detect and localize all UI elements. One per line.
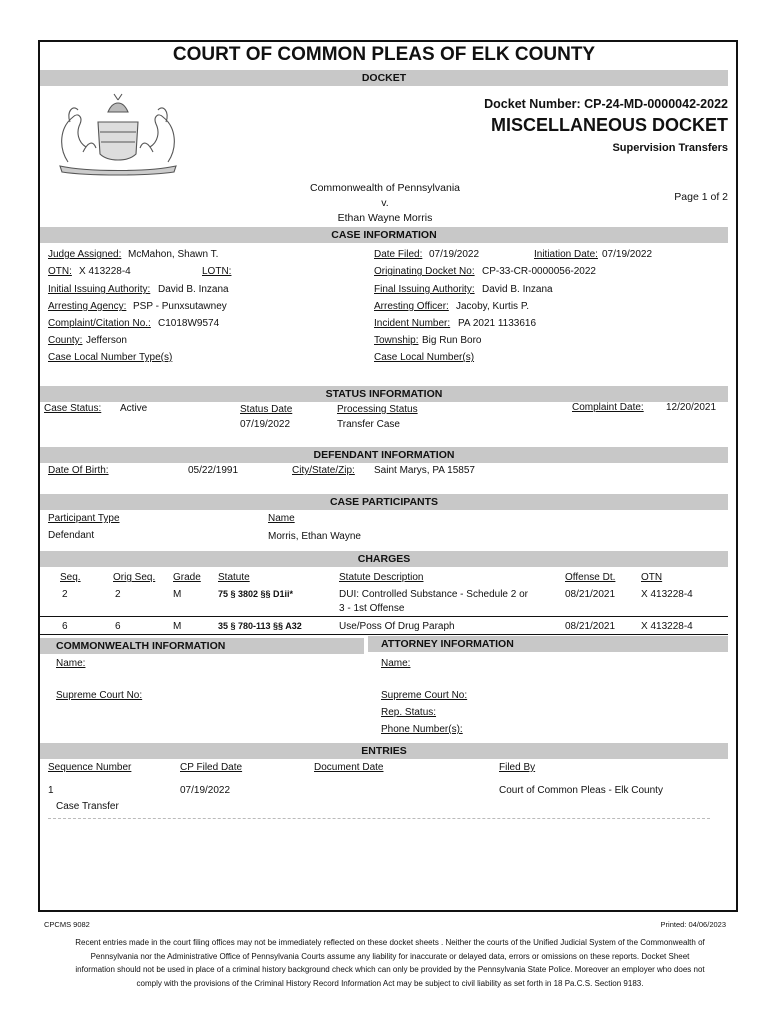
caption-plaintiff: Commonwealth of Pennsylvania [310, 182, 460, 194]
arresting-agency-value: PSP - Punxsutawney [133, 301, 227, 312]
initiation-date-value: 07/19/2022 [602, 249, 653, 260]
form-number: CPCMS 9082 [44, 920, 90, 929]
docket-type: MISCELLANEOUS DOCKET [490, 115, 728, 135]
incident-number-label: Incident Number: [374, 318, 451, 329]
charge-row-1-offense-date: 08/21/2021 [565, 589, 616, 600]
date-filed-label: Date Filed: [374, 249, 423, 260]
entries-filed-by-label: Filed By [499, 762, 536, 773]
commonwealth-title: COMMONWEALTH INFORMATION [56, 640, 226, 652]
charge-row-1-seq: 2 [62, 589, 68, 600]
status-date-label: Status Date [240, 404, 293, 415]
charge-row-1-otn: X 413228-4 [641, 589, 693, 600]
participant-name-label: Name [268, 513, 295, 524]
charge-row-2-grade: M [173, 621, 182, 632]
charges-header-otn: OTN [641, 572, 663, 583]
initial-issuing-label: Initial Issuing Authority: [48, 284, 151, 295]
participant-type-label: Participant Type [48, 513, 120, 524]
commonwealth-court-no-label: Supreme Court No: [56, 690, 143, 701]
incident-number-value: PA 2021 1133616 [458, 318, 537, 329]
court-title: COURT OF COMMON PLEAS OF ELK COUNTY [172, 44, 596, 65]
date-filed-value: 07/19/2022 [429, 249, 480, 260]
docket-subtype: Supervision Transfers [612, 142, 728, 154]
page-number: Page 1 of 2 [674, 191, 728, 203]
township-value: Big Run Boro [422, 335, 482, 346]
caption-defendant: Ethan Wayne Morris [337, 212, 433, 224]
charges-header-orig-seq: Orig Seq. [113, 572, 156, 583]
caption-versus: v. [381, 197, 389, 209]
final-issuing-label: Final Issuing Authority: [374, 284, 475, 295]
county-value: Jefferson [86, 335, 127, 346]
attorney-phone-label: Phone Number(s): [381, 724, 463, 735]
charge-row-1-description: DUI: Controlled Substance - Schedule 2 or [339, 589, 528, 600]
attorney-rep-status-label: Rep. Status: [381, 707, 437, 718]
complaint-date-label: Complaint Date: [572, 402, 644, 413]
status-information-bar: STATUS INFORMATION [40, 386, 728, 402]
entries-sequence-label: Sequence Number [48, 762, 132, 773]
charge-row-2-offense-date: 08/21/2021 [565, 621, 616, 632]
printed-date: Printed: 04/06/2023 [660, 920, 726, 929]
attorney-bar [368, 636, 728, 652]
arresting-agency-label: Arresting Agency: [48, 301, 127, 312]
judge-value: McMahon, Shawn T. [128, 249, 219, 260]
case-local-number-label: Case Local Number(s) [374, 352, 475, 363]
charges-bottom-divider [40, 634, 728, 635]
charge-row-2-description: Use/Poss Of Drug Paraph [339, 621, 455, 632]
pennsylvania-seal-icon [48, 92, 188, 176]
city-state-zip-value: Saint Marys, PA 15857 [374, 465, 475, 476]
otn-label: OTN: [48, 266, 72, 277]
originating-docket-label: Originating Docket No: [374, 266, 475, 277]
judge-label: Judge Assigned: [48, 249, 122, 260]
entries-document-date-label: Document Date [314, 762, 384, 773]
status-date-value: 07/19/2022 [240, 419, 291, 430]
county-label: County: [48, 335, 83, 346]
complaint-date-value: 12/20/2021 [666, 402, 717, 413]
lotn-label: LOTN: [202, 266, 232, 277]
commonwealth-name-label: Name: [56, 658, 86, 669]
entry-sequence: 1 [48, 785, 54, 796]
case-status-label: Case Status: [44, 403, 102, 414]
charges-divider [40, 616, 728, 617]
charge-row-2-seq: 6 [62, 621, 68, 632]
charge-row-1-description-cont: 3 - 1st Offense [339, 603, 405, 614]
charges-bar: CHARGES [40, 551, 728, 567]
charge-row-1-statute: 75 § 3802 §§ D1ii* [218, 589, 294, 599]
entry-description: Case Transfer [56, 801, 119, 812]
complaint-number-label: Complaint/Citation No.: [48, 318, 151, 329]
township-label: Township: [374, 335, 419, 346]
originating-docket-value: CP-33-CR-0000056-2022 [482, 266, 596, 277]
attorney-court-no-label: Supreme Court No: [381, 690, 468, 701]
final-issuing-value: David B. Inzana [482, 284, 553, 295]
city-state-zip-label: City/State/Zip: [292, 465, 355, 476]
entry-filed-by: Court of Common Pleas - Elk County [499, 785, 663, 796]
charges-header-description: Statute Description [339, 572, 424, 583]
attorney-name-label: Name: [381, 658, 411, 669]
initiation-date-label: Initiation Date: [534, 249, 598, 260]
docket-bar: DOCKET [40, 70, 728, 86]
participant-type-value: Defendant [48, 530, 95, 541]
case-status-value: Active [120, 403, 148, 414]
otn-value: X 413228-4 [79, 266, 131, 277]
arresting-officer-label: Arresting Officer: [374, 301, 449, 312]
charge-row-1-grade: M [173, 589, 182, 600]
charge-row-2-otn: X 413228-4 [641, 621, 693, 632]
participant-name-value: Morris, Ethan Wayne [268, 531, 361, 542]
entries-bar: ENTRIES [40, 743, 728, 759]
dob-value: 05/22/1991 [188, 465, 239, 476]
processing-status-label: Processing Status [337, 404, 418, 415]
entries-dashed-divider [48, 818, 710, 819]
charges-header-seq: Seq. [60, 572, 81, 583]
attorney-title: ATTORNEY INFORMATION [381, 638, 514, 650]
dob-label: Date Of Birth: [48, 465, 109, 476]
charge-row-2-orig-seq: 6 [115, 621, 121, 632]
complaint-number-value: C1018W9574 [158, 318, 220, 329]
entry-cp-filed-date: 07/19/2022 [180, 785, 231, 796]
processing-status-value: Transfer Case [337, 419, 400, 430]
charges-header-statute: Statute [218, 572, 250, 583]
case-information-bar: CASE INFORMATION [40, 227, 728, 243]
charge-row-1-orig-seq: 2 [115, 589, 121, 600]
defendant-information-bar: DEFENDANT INFORMATION [40, 447, 728, 463]
charge-row-2-statute: 35 § 780-113 §§ A32 [218, 621, 302, 631]
commonwealth-bar [40, 638, 364, 654]
entries-cp-filed-label: CP Filed Date [180, 762, 243, 773]
arresting-officer-value: Jacoby, Kurtis P. [456, 301, 529, 312]
charges-header-grade: Grade [173, 572, 201, 583]
charges-header-offense-date: Offense Dt. [565, 572, 616, 583]
case-local-type-label: Case Local Number Type(s) [48, 352, 173, 363]
disclaimer: Recent entries made in the court filing offices may not be immediately reflected on these docket sheets . Neither the courts of the Unified Judicial System of the Commonwealth of Pennsylvania nor the Administrative Office of Pennsylvania Courts assume any liability for inaccurate or delayed data, errors or omissions on these reports. Docket Sheet information should not be used in place of a criminal history background check which can only be provided by the Pennsylvania State Police. Moreover an employer who does not comply with the provisions of the Criminal History Record Information Act may be subject to civil liability as set forth in 18 Pa.C.S. Section 9183. [75, 938, 705, 988]
initial-issuing-value: David B. Inzana [158, 284, 229, 295]
docket-number: Docket Number: CP-24-MD-0000042-2022 [484, 97, 728, 111]
case-participants-bar: CASE PARTICIPANTS [40, 494, 728, 510]
